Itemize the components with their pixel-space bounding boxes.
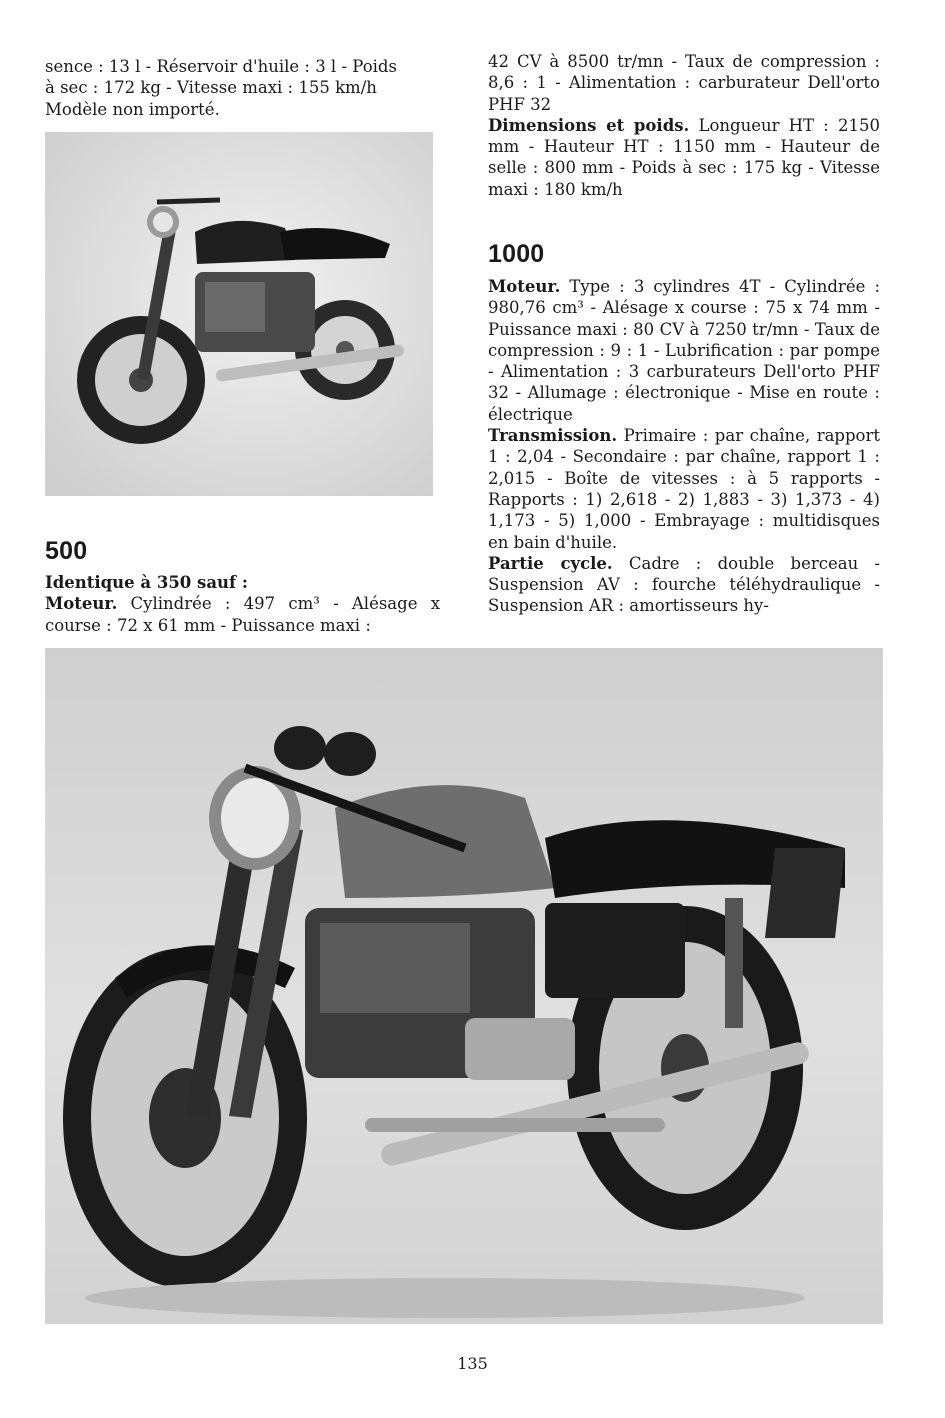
- section-500-heading-wrap: [45, 537, 87, 566]
- dimensions-paragraph: [488, 115, 880, 200]
- page-number: 135: [457, 1354, 488, 1373]
- section-500-heading: 500: [45, 537, 88, 565]
- moteur-label: Moteur.: [45, 594, 118, 614]
- section-1000-moteur: Moteur. Type : 3 cylindres 4T - Cylindrée : 980,76 cm³ - Alésage x course : 75 x 74 mm - Puissance maxi : 80 CV à 7250 tr/mn - Taux de compression : 9 : 1 - Lubrification : par pompe - Alimentation : 3 carburateurs Dell'orto PHF 32 - Allumage : électronique - Mise en route : électrique: [488, 277, 881, 424]
- right-column-intro: [488, 51, 880, 200]
- intro-line-2: à sec : 172 kg - Vitesse maxi : 155 km/h: [45, 78, 377, 98]
- intro-line-3: Modèle non importé.: [45, 99, 220, 119]
- dimensions-label: Dimensions et poids.: [488, 115, 690, 135]
- dimensions-text: Longueur HT : 2150 mm - Hauteur HT : 1150 mm - Hauteur de selle : 800 mm - Poids à sec : 175 kg - Vitesse maxi : 180 km/h: [488, 115, 881, 199]
- section-1000-partie-cycle: Partie cycle. Cadre : double berceau - Suspension AV : fourche téléhydraulique - Suspension AR : amortisseurs hy-: [488, 553, 881, 616]
- moteur-text: Cylindrée : 497 cm³ - Alésage x course : 72 x 61 mm - Puissance maxi :: [45, 594, 440, 635]
- intro-line-1: sence : 13 l - Réservoir d'huile : 3 l - Poids: [45, 57, 397, 76]
- left-column-intro: [45, 56, 440, 120]
- motorcycle-photo-small: [45, 132, 433, 496]
- section-1000-heading-wrap: [488, 240, 544, 269]
- section-500-moteur: [45, 593, 440, 636]
- section-1000-heading: 1000: [488, 240, 545, 268]
- section-500-subheading: Identique à 350 sauf :: [45, 573, 248, 592]
- section-1000-body: [488, 276, 880, 617]
- section-1000-transmission: Transmission. Primaire : par chaîne, rapport 1 : 2,04 - Secondaire : par chaîne, rapport 1 : 2,015 - Boîte de vitesses : à 5 rapports - Rapports : 1) 2,618 - 2) 1,883 - 3) 1,373 - 4) 1,173 - 5) 1,000 - Embrayage : multidisques en bain d'huile.: [488, 426, 880, 552]
- motorcycle-photo-large: [45, 648, 883, 1324]
- section-500-body: [45, 572, 440, 636]
- moteur-continuation: 42 CV à 8500 tr/mn - Taux de compression : 8,6 : 1 - Alimentation : carburateur Dell'orto PHF 32: [488, 52, 880, 114]
